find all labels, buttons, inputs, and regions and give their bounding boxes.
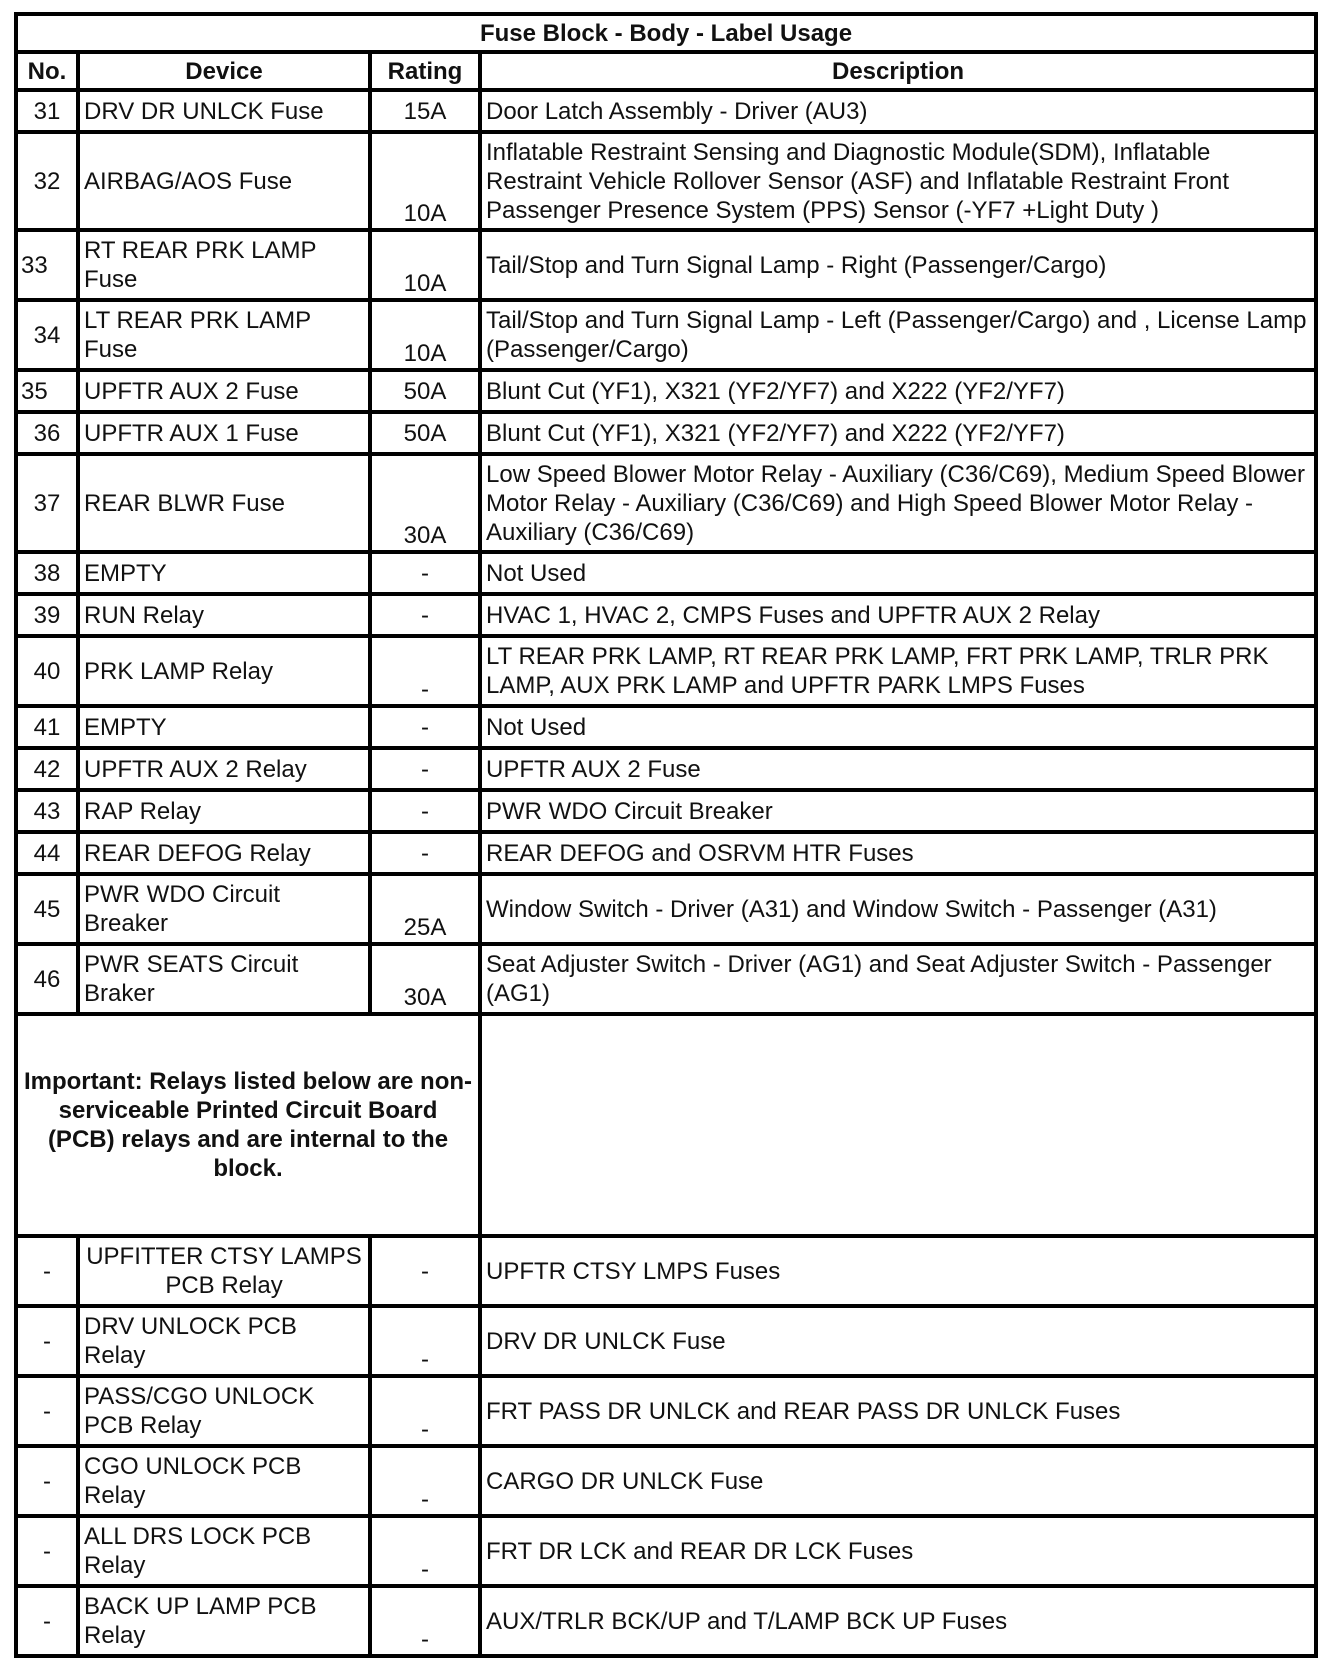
row-device: UPFTR AUX 2 Fuse xyxy=(78,370,370,412)
row-device: EMPTY xyxy=(78,552,370,594)
table-row xyxy=(16,412,1316,454)
row-device: AIRBAG/AOS Fuse xyxy=(78,132,370,230)
row-no: 31 xyxy=(16,90,78,132)
table-row xyxy=(16,874,1316,944)
row-device: PWR WDO Circuit Breaker xyxy=(78,874,370,944)
row-device: REAR DEFOG Relay xyxy=(78,832,370,874)
row-device: ALL DRS LOCK PCB Relay xyxy=(78,1516,370,1586)
table-row xyxy=(16,230,1316,300)
table-row xyxy=(16,1306,1316,1376)
row-rating: - xyxy=(370,706,480,748)
row-description: Not Used xyxy=(480,706,1316,748)
row-no: 34 xyxy=(16,300,78,370)
note-blank-cell xyxy=(480,1014,1316,1236)
row-rating: 30A xyxy=(370,944,480,1014)
header-no: No. xyxy=(16,52,78,90)
important-note: Important: Relays listed below are non-serviceable Printed Circuit Board (PCB) relays and are internal to the block. xyxy=(16,1014,480,1236)
table-row xyxy=(16,1236,1316,1306)
row-rating: - xyxy=(370,748,480,790)
table-row xyxy=(16,594,1316,636)
row-rating: 10A xyxy=(370,132,480,230)
title-row xyxy=(16,14,1316,52)
row-no: 37 xyxy=(16,454,78,552)
row-device: RUN Relay xyxy=(78,594,370,636)
row-device: PRK LAMP Relay xyxy=(78,636,370,706)
row-no: - xyxy=(16,1306,78,1376)
row-rating: 10A xyxy=(370,300,480,370)
row-no: 46 xyxy=(16,944,78,1014)
row-rating: - xyxy=(370,1446,480,1516)
row-description: PWR WDO Circuit Breaker xyxy=(480,790,1316,832)
note-row xyxy=(16,1014,1316,1236)
row-no: 42 xyxy=(16,748,78,790)
table-row xyxy=(16,790,1316,832)
row-device: PWR SEATS Circuit Braker xyxy=(78,944,370,1014)
row-no: 33 xyxy=(16,230,78,300)
row-description: Not Used xyxy=(480,552,1316,594)
table-row xyxy=(16,636,1316,706)
row-rating: 15A xyxy=(370,90,480,132)
table-row xyxy=(16,1586,1316,1656)
row-device: EMPTY xyxy=(78,706,370,748)
row-rating: - xyxy=(370,636,480,706)
header-description: Description xyxy=(480,52,1316,90)
table-row xyxy=(16,454,1316,552)
row-no: - xyxy=(16,1236,78,1306)
fuse-table xyxy=(14,12,1318,1658)
row-no: 43 xyxy=(16,790,78,832)
row-no: 32 xyxy=(16,132,78,230)
row-device: REAR BLWR Fuse xyxy=(78,454,370,552)
row-no: 35 xyxy=(16,370,78,412)
row-rating: 25A xyxy=(370,874,480,944)
row-no: 36 xyxy=(16,412,78,454)
table-row xyxy=(16,1446,1316,1516)
row-rating: - xyxy=(370,1586,480,1656)
row-device: LT REAR PRK LAMP Fuse xyxy=(78,300,370,370)
header-rating: Rating xyxy=(370,52,480,90)
row-no: 40 xyxy=(16,636,78,706)
row-description: CARGO DR UNLCK Fuse xyxy=(480,1446,1316,1516)
row-device: UPFTR AUX 1 Fuse xyxy=(78,412,370,454)
row-description: HVAC 1, HVAC 2, CMPS Fuses and UPFTR AUX 2 Relay xyxy=(480,594,1316,636)
row-device: DRV DR UNLCK Fuse xyxy=(78,90,370,132)
row-device: DRV UNLOCK PCB Relay xyxy=(78,1306,370,1376)
row-rating: - xyxy=(370,1236,480,1306)
header-device: Device xyxy=(78,52,370,90)
table-row xyxy=(16,1376,1316,1446)
row-rating: - xyxy=(370,1376,480,1446)
row-description: Seat Adjuster Switch - Driver (AG1) and Seat Adjuster Switch - Passenger (AG1) xyxy=(480,944,1316,1014)
row-no: 38 xyxy=(16,552,78,594)
header-row xyxy=(16,52,1316,90)
row-rating: - xyxy=(370,1516,480,1586)
table-row xyxy=(16,132,1316,230)
row-rating: - xyxy=(370,594,480,636)
table-row xyxy=(16,300,1316,370)
row-no: 41 xyxy=(16,706,78,748)
row-rating: - xyxy=(370,552,480,594)
row-no: 44 xyxy=(16,832,78,874)
row-description: UPFTR CTSY LMPS Fuses xyxy=(480,1236,1316,1306)
row-no: - xyxy=(16,1446,78,1516)
row-rating: - xyxy=(370,1306,480,1376)
table-row xyxy=(16,706,1316,748)
row-device: RAP Relay xyxy=(78,790,370,832)
row-device: BACK UP LAMP PCB Relay xyxy=(78,1586,370,1656)
row-rating: 50A xyxy=(370,370,480,412)
row-description: Window Switch - Driver (A31) and Window Switch - Passenger (A31) xyxy=(480,874,1316,944)
table-row xyxy=(16,832,1316,874)
row-device: RT REAR PRK LAMP Fuse xyxy=(78,230,370,300)
row-description: DRV DR UNLCK Fuse xyxy=(480,1306,1316,1376)
table-row xyxy=(16,944,1316,1014)
row-device: UPFTR AUX 2 Relay xyxy=(78,748,370,790)
row-description: Door Latch Assembly - Driver (AU3) xyxy=(480,90,1316,132)
row-device: CGO UNLOCK PCB Relay xyxy=(78,1446,370,1516)
row-description: Low Speed Blower Motor Relay - Auxiliary (C36/C69), Medium Speed Blower Motor Relay - Auxiliary (C36/C69) and High Speed Blower Motor Relay - Auxiliary (C36/C69) xyxy=(480,454,1316,552)
row-description: Inflatable Restraint Sensing and Diagnostic Module(SDM), Inflatable Restraint Vehicle Rollover Sensor (ASF) and Inflatable Restraint Front Passenger Presence System (PPS) Sensor (-YF7 +Light Duty ) xyxy=(480,132,1316,230)
row-description: Blunt Cut (YF1), X321 (YF2/YF7) and X222 (YF2/YF7) xyxy=(480,370,1316,412)
row-description: UPFTR AUX 2 Fuse xyxy=(480,748,1316,790)
table-row xyxy=(16,552,1316,594)
table-row xyxy=(16,370,1316,412)
row-rating: 30A xyxy=(370,454,480,552)
row-rating: 10A xyxy=(370,230,480,300)
row-description: FRT PASS DR UNLCK and REAR PASS DR UNLCK Fuses xyxy=(480,1376,1316,1446)
row-description: Blunt Cut (YF1), X321 (YF2/YF7) and X222 (YF2/YF7) xyxy=(480,412,1316,454)
fuse-table-container xyxy=(14,12,1314,1658)
row-description: LT REAR PRK LAMP, RT REAR PRK LAMP, FRT PRK LAMP, TRLR PRK LAMP, AUX PRK LAMP and UPFTR PARK LMPS Fuses xyxy=(480,636,1316,706)
row-rating: 50A xyxy=(370,412,480,454)
row-rating: - xyxy=(370,832,480,874)
table-row xyxy=(16,90,1316,132)
row-rating: - xyxy=(370,790,480,832)
table-row xyxy=(16,1516,1316,1586)
row-no: - xyxy=(16,1586,78,1656)
row-device: UPFITTER CTSY LAMPS PCB Relay xyxy=(78,1236,370,1306)
row-no: - xyxy=(16,1516,78,1586)
row-device: PASS/CGO UNLOCK PCB Relay xyxy=(78,1376,370,1446)
row-no: 45 xyxy=(16,874,78,944)
row-description: Tail/Stop and Turn Signal Lamp - Right (Passenger/Cargo) xyxy=(480,230,1316,300)
row-description: REAR DEFOG and OSRVM HTR Fuses xyxy=(480,832,1316,874)
row-description: AUX/TRLR BCK/UP and T/LAMP BCK UP Fuses xyxy=(480,1586,1316,1656)
row-description: Tail/Stop and Turn Signal Lamp - Left (Passenger/Cargo) and , License Lamp (Passenger/Cargo) xyxy=(480,300,1316,370)
row-no: 39 xyxy=(16,594,78,636)
table-row xyxy=(16,748,1316,790)
row-no: - xyxy=(16,1376,78,1446)
row-description: FRT DR LCK and REAR DR LCK Fuses xyxy=(480,1516,1316,1586)
table-title: Fuse Block - Body - Label Usage xyxy=(16,14,1316,52)
